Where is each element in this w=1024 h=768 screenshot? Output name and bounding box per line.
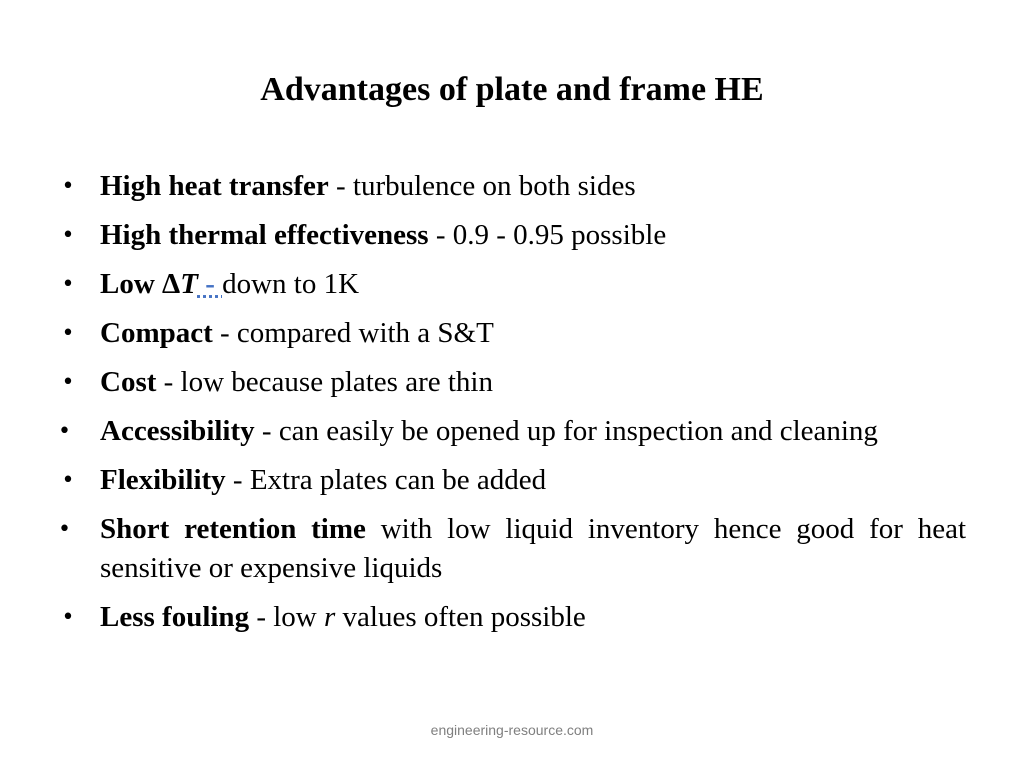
list-item (58, 412, 966, 451)
bullet-description: with low liquid inventory hence good for heat sensitive or expensive liquids (100, 513, 967, 584)
bullet-term: Flexibility (100, 464, 226, 496)
bullet-icon: • (61, 468, 75, 493)
bullet-description-variable: r (324, 601, 336, 633)
bullet-icon: • (58, 517, 71, 542)
list-item (58, 363, 966, 402)
bullet-icon: • (61, 174, 75, 199)
advantages-list (58, 167, 966, 647)
bullet-description-end: values often possible (335, 601, 586, 633)
bullet-icon: • (61, 370, 75, 395)
bullet-term: High heat transfer (100, 170, 329, 202)
bullet-term: Short retention time (100, 513, 366, 545)
bullet-icon: • (61, 321, 75, 346)
highlighted-separator: - (197, 268, 223, 300)
bullet-description: - compared with a S&T (212, 317, 494, 349)
list-item (58, 598, 966, 637)
bullet-term-variable: T (180, 268, 198, 300)
bullet-icon: • (61, 272, 75, 297)
slide-title: Advantages of plate and frame HE (260, 71, 764, 108)
bullet-term: Cost (100, 366, 157, 398)
bullet-description: - turbulence on both sides (328, 170, 636, 202)
bullet-icon: • (58, 419, 71, 444)
bullet-term: High thermal effectiveness (100, 219, 429, 251)
bullet-description: - 0.9 - 0.95 possible (428, 219, 667, 251)
bullet-description: - low (249, 601, 324, 633)
bullet-description: down to 1K (222, 268, 360, 300)
bullet-description: - can easily be opened up for inspection and cleaning (254, 415, 878, 447)
bullet-term: Accessibility (100, 415, 255, 447)
footer-source: engineering-resource.com (430, 722, 594, 738)
bullet-term: Low Δ (100, 268, 181, 300)
bullet-term: Less fouling (100, 601, 250, 633)
bullet-description: - Extra plates can be added (225, 464, 547, 496)
list-item (58, 510, 966, 588)
list-item (58, 314, 966, 353)
bullet-icon: • (61, 605, 75, 630)
list-item (58, 461, 966, 500)
bullet-term: Compact (100, 317, 213, 349)
list-item (58, 265, 966, 304)
list-item (58, 216, 966, 255)
list-item (58, 167, 966, 206)
bullet-description: - low because plates are thin (156, 366, 493, 398)
bullet-icon: • (61, 223, 75, 248)
